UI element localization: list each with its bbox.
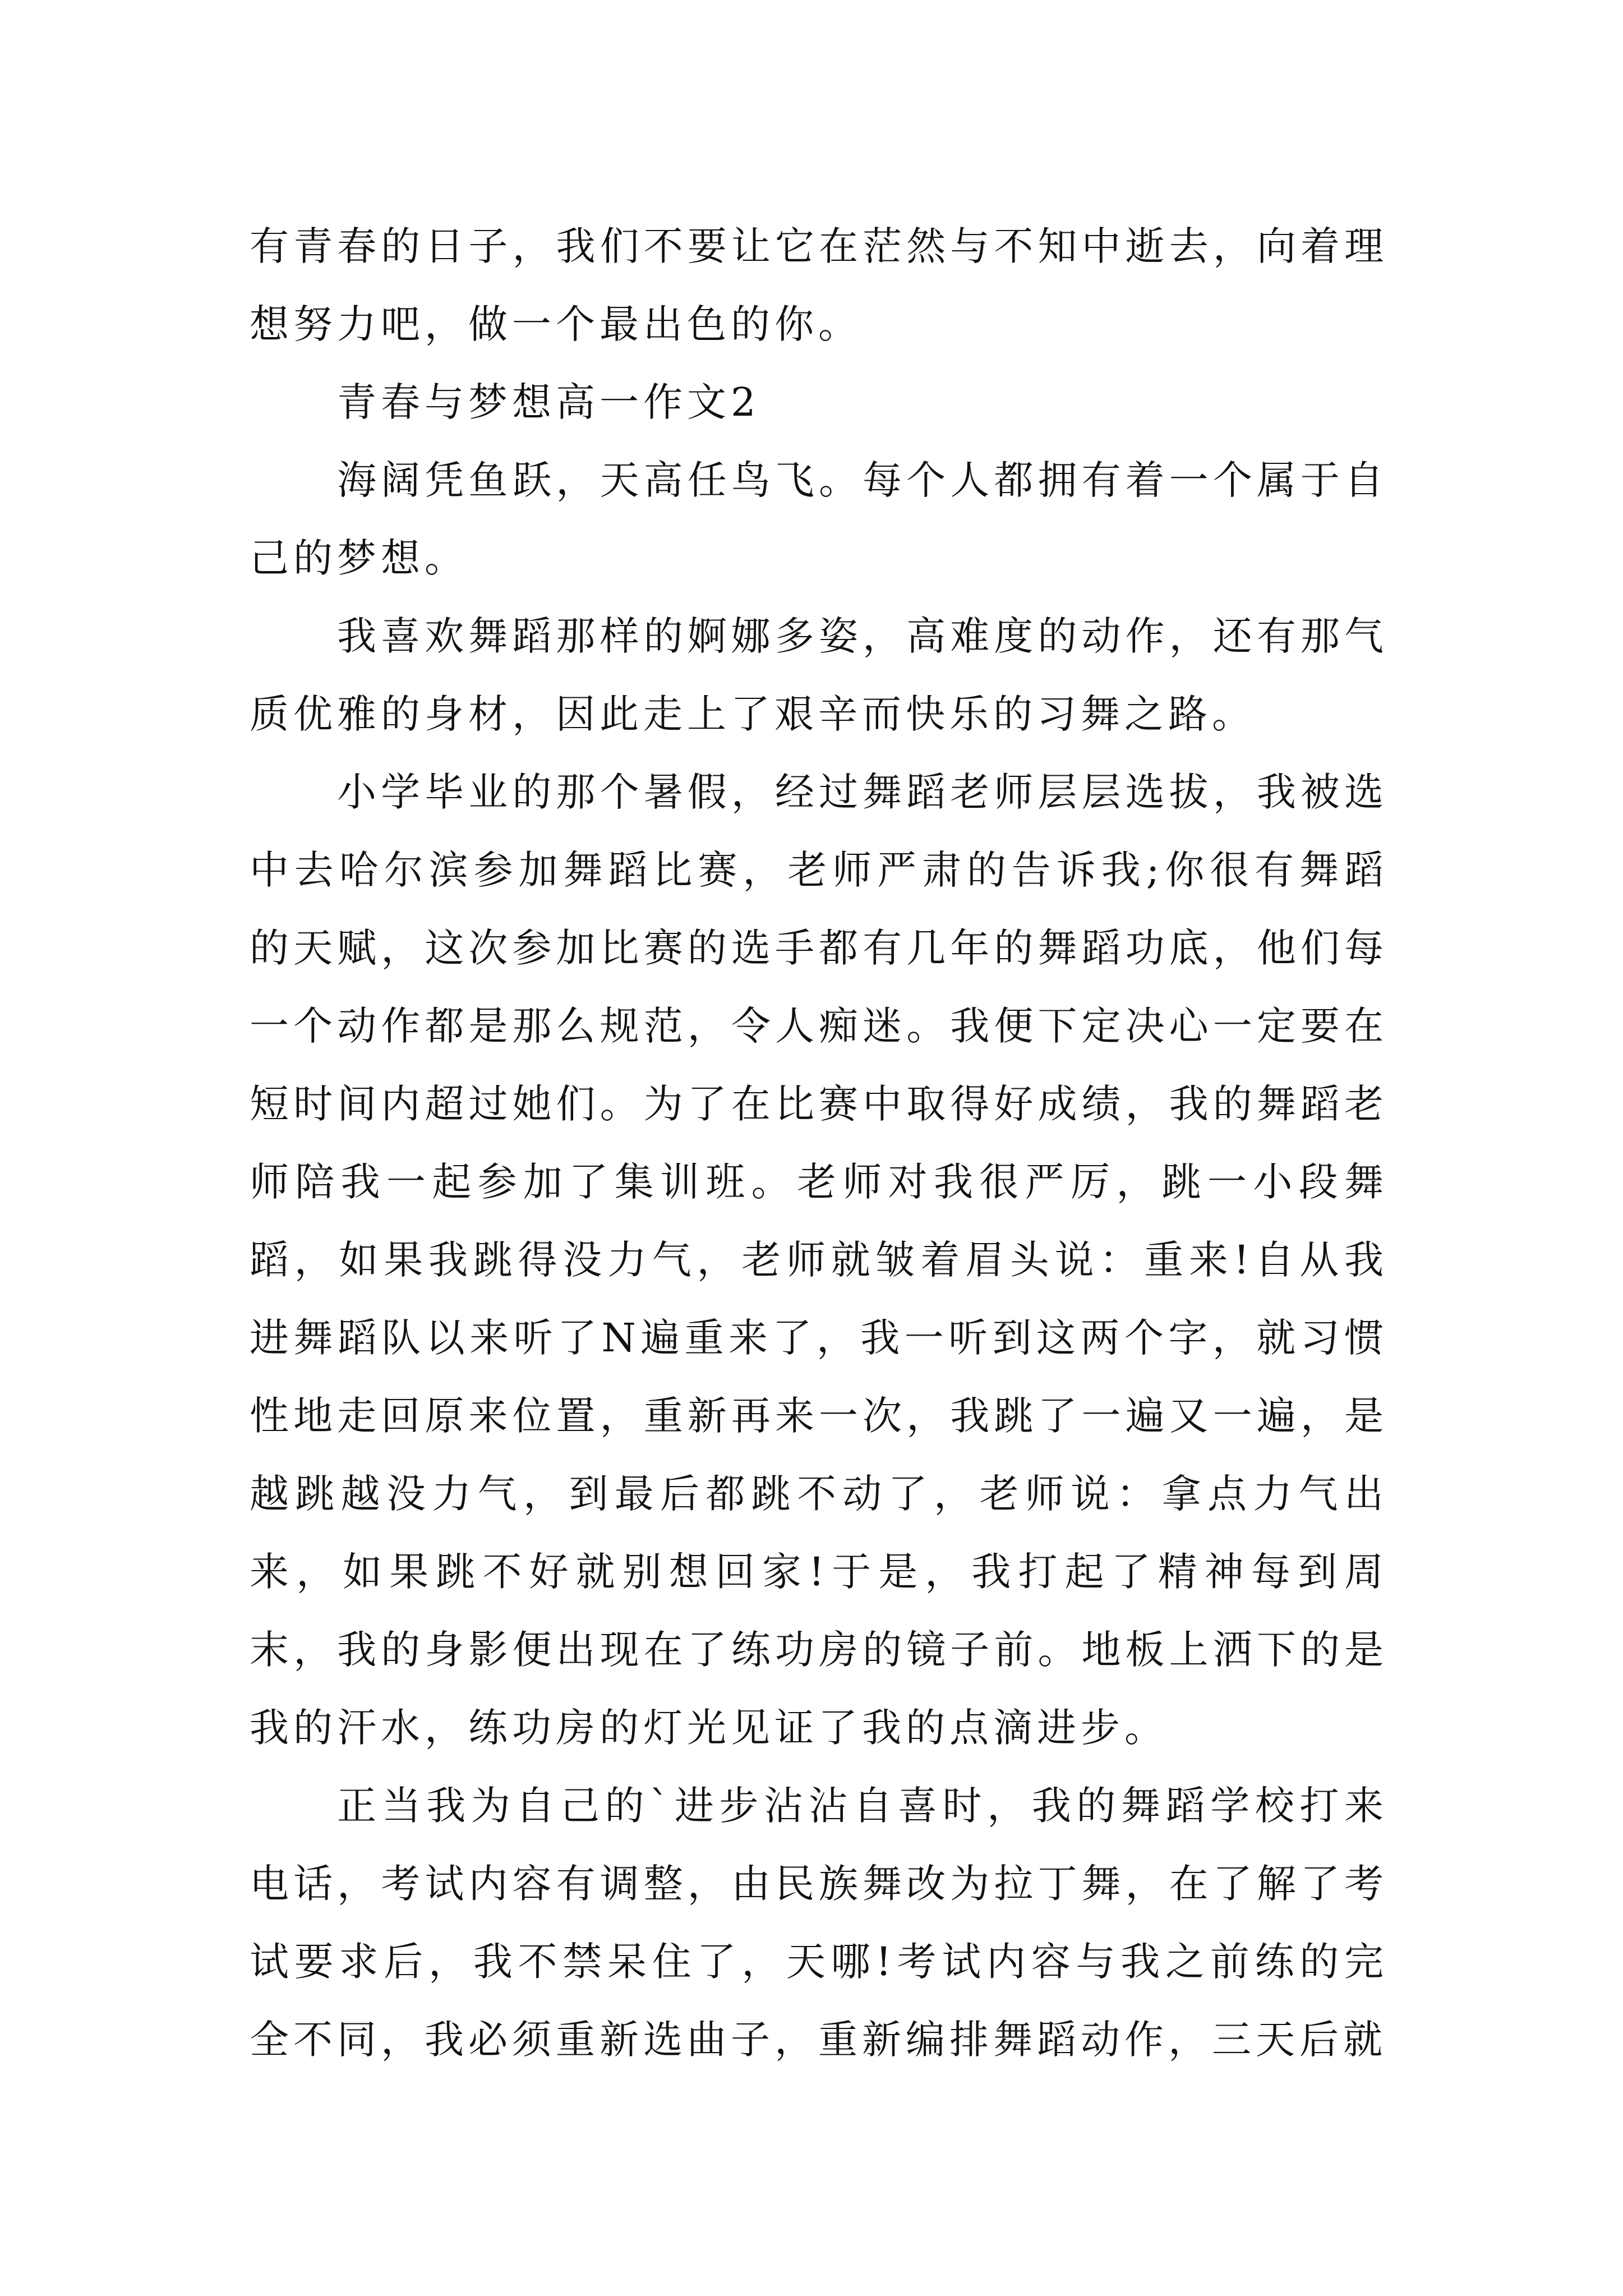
paragraph-exam-change: 正当我为自己的`进步沾沾自喜时，我的舞蹈学校打来电话，考试内容有调整，由民族舞改为拉丁舞，在了解了考试要求后，我不禁呆住了，天哪!考试内容与我之前练的完全不同，我必须重新选曲子，重新编排舞蹈动作，三天后就 [250,1783,1388,2063]
essay-title: 青春与梦想高一作文2 [337,379,760,425]
document-page [250,208,1388,2079]
paragraph-intro: 海阔凭鱼跃，天高任鸟飞。每个人都拥有着一个属于自己的梦想。 [250,457,1388,581]
paragraph-closing: 有青春的日子，我们不要让它在茫然与不知中逝去，向着理想努力吧，做一个最出色的你。 [250,223,1388,347]
paragraph-dance-love: 我喜欢舞蹈那样的婀娜多姿，高难度的动作，还有那气质优雅的身材，因此走上了艰辛而快乐的习舞之路。 [250,613,1388,737]
paragraph-training: 小学毕业的那个暑假，经过舞蹈老师层层选拔，我被选中去哈尔滨参加舞蹈比赛，老师严肃的告诉我;你很有舞蹈的天赋，这次参加比赛的选手都有几年的舞蹈功底，他们每一个动作都是那么规范，令人痴迷。我便下定决心一定要在短时间内超过她们。为了在比赛中取得好成绩，我的舞蹈老师陪我一起参加了集训班。老师对我很严厉，跳一小段舞蹈，如果我跳得没力气，老师就皱着眉头说：重来!自从我进舞蹈队以来听了N遍重来了，我一听到这两个字，就习惯性地走回原来位置，重新再来一次，我跳了一遍又一遍，是越跳越没力气，到最后都跳不动了，老师说：拿点力气出来，如果跳不好就别想回家!于是，我打起了精神每到周末，我的身影便出现在了练功房的镜子前。地板上洒下的是我的汗水，练功房的灯光见证了我的点滴进步。 [250,769,1388,1751]
